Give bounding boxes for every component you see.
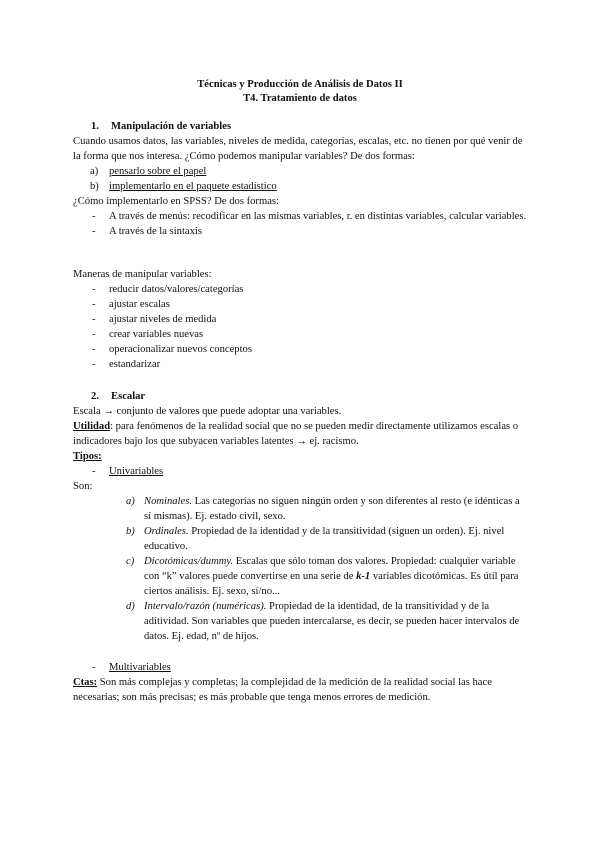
way-item: - estandarizar bbox=[92, 359, 161, 370]
section-1-heading bbox=[73, 119, 528, 134]
type-item-nominal: a) Nominales. Las categorías no siguen ningún orden y son diferentes al resto (e idénticas a sí mismas). Ej. estado civil, sexo. bbox=[126, 496, 520, 522]
type-name: Dicotómicas/dummy. bbox=[144, 556, 234, 567]
way-item-text: ajustar niveles de medida bbox=[109, 314, 217, 325]
type-name: Nominales. bbox=[144, 496, 192, 507]
multivariables-item: - Multivariables bbox=[92, 662, 171, 673]
section-1 bbox=[73, 119, 528, 239]
section-2-title: Escalar bbox=[111, 391, 146, 402]
spss-item-text: A través de la sintaxis bbox=[109, 226, 202, 237]
son-label: Son: bbox=[73, 481, 93, 492]
types-label: Tipos: bbox=[73, 451, 102, 462]
section-2-number: 2. bbox=[91, 391, 99, 402]
section-2 bbox=[73, 389, 528, 644]
ways-list bbox=[73, 267, 528, 372]
utility-text: : para fenómenos de la realidad social que no se pueden medir directamente utilizamos escalas o indicadores bajo los que subyacen variables latentes → ej. racismo. bbox=[73, 421, 519, 447]
document-title: Técnicas y Producción de Análisis de Datos II bbox=[197, 79, 403, 90]
section-1-title: Manipulación de variables bbox=[111, 121, 232, 132]
type-desc: Escalas que sólo toman dos valores. Propiedad: cualquier variable con “k” valores puede convertirse en una serie de bbox=[144, 556, 516, 582]
way-item: - ajustar escalas bbox=[92, 299, 170, 310]
ctas-paragraph bbox=[73, 675, 528, 705]
type-desc: Propiedad de la identidad y de la transitividad (siguen un orden). Ej. nivel educativo. bbox=[144, 526, 505, 552]
way-item-text: ajustar escalas bbox=[109, 299, 170, 310]
section-2-heading bbox=[73, 389, 528, 404]
utility-label: Utilidad bbox=[73, 421, 111, 432]
type-desc: Propiedad de la identidad, de la transitividad y de la aditividad. Son variables que pueden intercalarse, es decir, se pueden hacer intervalos de datos. Ej. edad, nº de hijos. bbox=[144, 601, 520, 642]
scale-definition: Escala → conjunto de valores que puede adoptar una variables. bbox=[73, 406, 342, 417]
section-1-intro: Cuando usamos datos, las variables, niveles de medida, categorías, escalas, etc. no tienen por qué venir de la forma que nos interesa. ¿Cómo podemos manipular variables? De dos formas: bbox=[73, 136, 523, 162]
univariables-text: Univariables bbox=[109, 466, 164, 477]
spss-item bbox=[73, 224, 528, 239]
ctas-text: Son más complejas y completas; la complejidad de la medición de la realidad social las hace necesarias; son más precisas; es más probable que tenga menos errores de medición. bbox=[73, 677, 492, 703]
type-name: Intervalo/razón (numéricas). bbox=[144, 601, 267, 612]
utility-paragraph bbox=[73, 419, 528, 449]
option-marker: a) bbox=[90, 166, 99, 177]
spss-question: ¿Cómo implementarlo en SPSS? De dos formas: bbox=[73, 196, 279, 207]
k-minus-1: k-1 bbox=[356, 571, 371, 582]
ways-title: Maneras de manipular variables: bbox=[73, 269, 212, 280]
type-item-dummy: c) Dicotómicas/dummy. Escalas que sólo toman dos valores. Propiedad: cualquier variable con “k” valores puede convertirse en una serie de k-1 variables dicotómicas. Es útil para ciertos análisis. Ej. sexo, sí/no... bbox=[126, 556, 519, 597]
way-item-text: estandarizar bbox=[109, 359, 161, 370]
way-item: - operacionalizar nuevos conceptos bbox=[92, 344, 252, 355]
type-desc-cont: variables dicotómicas. Es útil para ciertos análisis. Ej. sexo, sí/no... bbox=[144, 571, 519, 597]
type-item-ordinal: b) Ordinales. Propiedad de la identidad y de la transitividad (siguen un orden). Ej. nivel educativo. bbox=[126, 526, 505, 552]
type-name: Ordinales. bbox=[144, 526, 189, 537]
dash-bullet: - bbox=[92, 211, 96, 222]
multivariables-text: Multivariables bbox=[109, 662, 171, 673]
section-1-number: 1. bbox=[91, 121, 99, 132]
spss-item-text: A través de menús: recodificar en las mismas variables, r. en distintas variables, calcular variables. bbox=[109, 211, 527, 222]
spss-item bbox=[73, 209, 528, 224]
way-item: - crear variables nuevas bbox=[92, 329, 204, 340]
option-item bbox=[73, 179, 528, 194]
way-item: - ajustar niveles de medida bbox=[92, 314, 217, 325]
dash-bullet: - bbox=[92, 226, 96, 237]
way-item: - reducir datos/valores/categorías bbox=[92, 284, 244, 295]
way-item-text: operacionalizar nuevos conceptos bbox=[109, 344, 252, 355]
univariables-item: - Univariables bbox=[92, 466, 164, 477]
multivariables-block bbox=[73, 660, 528, 705]
way-item-text: reducir datos/valores/categorías bbox=[109, 284, 244, 295]
option-marker: b) bbox=[90, 181, 99, 192]
ctas-label: Ctas: bbox=[73, 677, 98, 688]
document-subtitle: T4. Tratamiento de datos bbox=[243, 93, 357, 104]
option-text: pensarlo sobre el papel bbox=[109, 166, 207, 177]
type-desc: Las categorías no siguen ningún orden y son diferentes al resto (e idénticas a sí mismas). Ej. estado civil, sexo. bbox=[144, 496, 520, 522]
option-item bbox=[73, 164, 528, 179]
way-item-text: crear variables nuevas bbox=[109, 329, 204, 340]
type-item-interval: d) Intervalo/razón (numéricas). Propiedad de la identidad, de la transitividad y de la aditividad. Son variables que pueden intercalarse, es decir, se pueden hacer intervalos de datos. Ej. edad, nº de hijos. bbox=[126, 601, 520, 642]
option-text: implementarlo en el paquete estadístico bbox=[109, 181, 277, 192]
